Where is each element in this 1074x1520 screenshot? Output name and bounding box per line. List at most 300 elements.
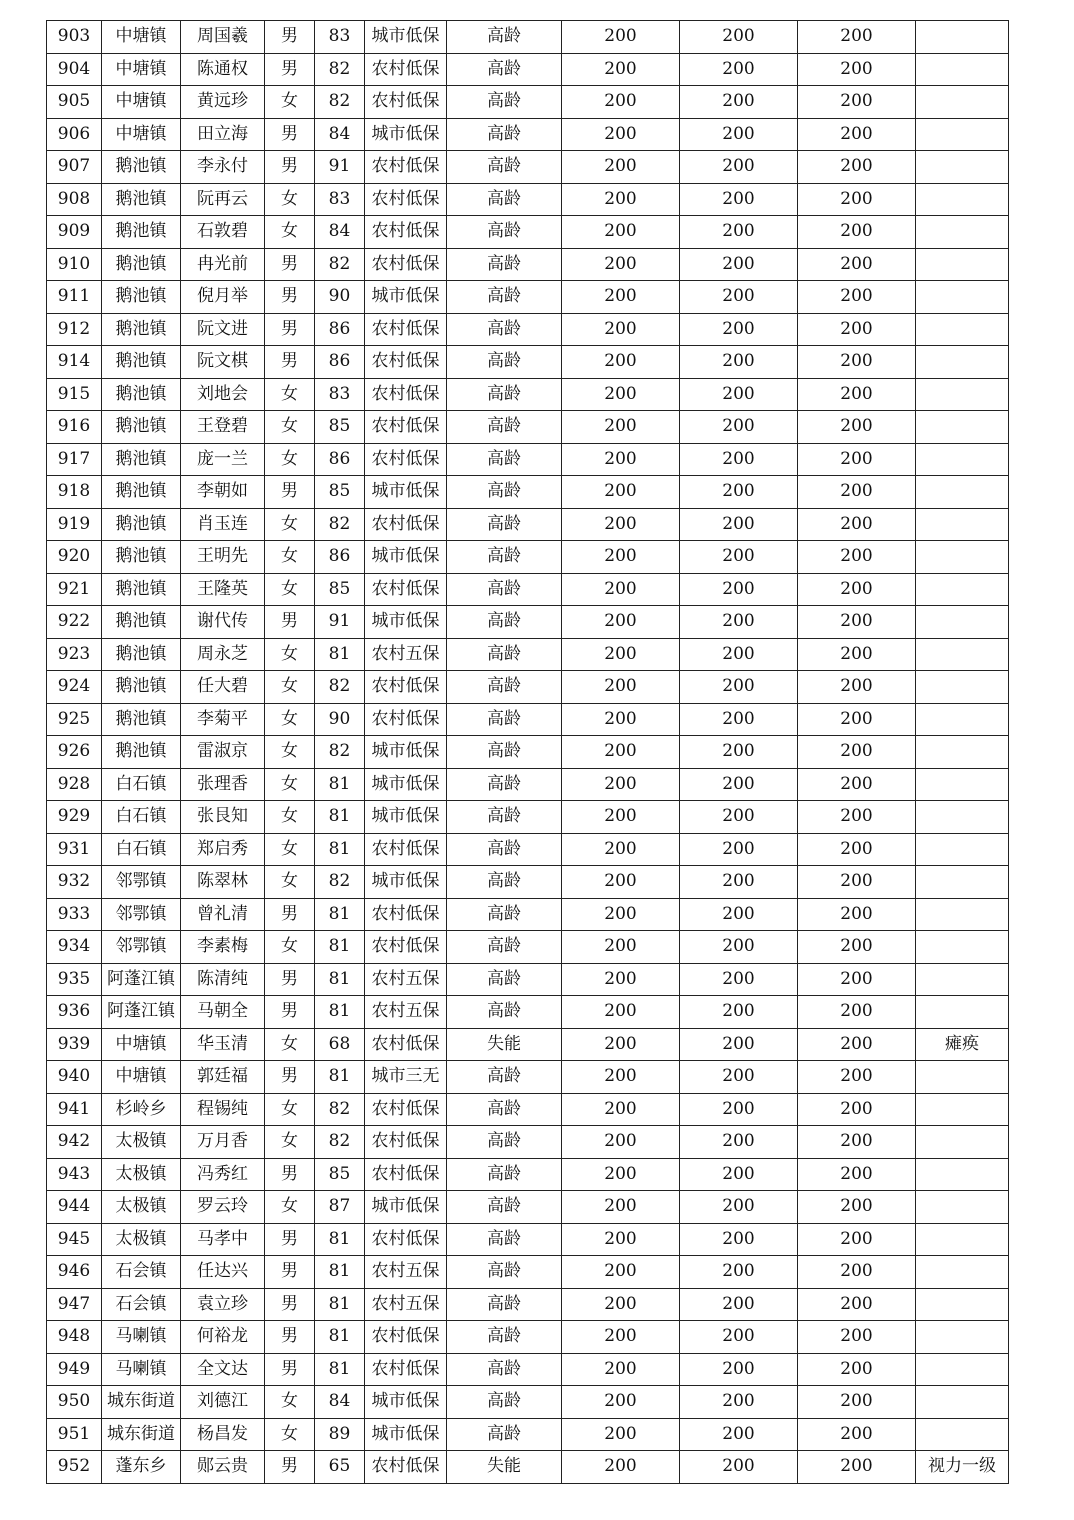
remark-cell [916, 1353, 1009, 1386]
category-cell: 农村低保 [365, 1028, 447, 1061]
subsidy-type-cell: 高龄 [447, 216, 562, 249]
name-cell: 阮文进 [181, 313, 265, 346]
town-cell: 鹅池镇 [102, 378, 181, 411]
subsidy-type-cell: 高龄 [447, 118, 562, 151]
town-cell: 鹅池镇 [102, 736, 181, 769]
amount-cell: 200 [798, 801, 916, 834]
town-cell: 石会镇 [102, 1288, 181, 1321]
age-cell: 82 [315, 248, 365, 281]
age-cell: 87 [315, 1191, 365, 1224]
subsidy-type-cell: 高龄 [447, 1353, 562, 1386]
table-row [47, 931, 1009, 964]
serial-number-cell: 939 [47, 1028, 102, 1061]
amount-cell: 200 [798, 183, 916, 216]
name-cell: 冯秀红 [181, 1158, 265, 1191]
amount-cell: 200 [798, 866, 916, 899]
amount-cell: 200 [798, 86, 916, 119]
serial-number-cell: 922 [47, 606, 102, 639]
age-cell: 85 [315, 411, 365, 444]
town-cell: 鹅池镇 [102, 313, 181, 346]
serial-number-cell: 946 [47, 1256, 102, 1289]
subsidy-type-cell: 高龄 [447, 541, 562, 574]
town-cell: 马喇镇 [102, 1353, 181, 1386]
name-cell: 杨昌发 [181, 1418, 265, 1451]
amount-cell: 200 [798, 378, 916, 411]
gender-cell: 女 [265, 736, 315, 769]
age-cell: 65 [315, 1451, 365, 1484]
amount-cell: 200 [680, 768, 798, 801]
subsidy-type-cell: 高龄 [447, 411, 562, 444]
category-cell: 农村低保 [365, 1353, 447, 1386]
serial-number-cell: 948 [47, 1321, 102, 1354]
gender-cell: 女 [265, 671, 315, 704]
amount-cell: 200 [562, 281, 680, 314]
amount-cell: 200 [562, 1353, 680, 1386]
town-cell: 鹅池镇 [102, 573, 181, 606]
amount-cell: 200 [680, 1451, 798, 1484]
remark-cell [916, 638, 1009, 671]
name-cell: 王登碧 [181, 411, 265, 444]
table-row [47, 801, 1009, 834]
amount-cell: 200 [680, 118, 798, 151]
gender-cell: 女 [265, 508, 315, 541]
remark-cell [916, 866, 1009, 899]
serial-number-cell: 907 [47, 151, 102, 184]
amount-cell: 200 [798, 1158, 916, 1191]
name-cell: 肖玉连 [181, 508, 265, 541]
amount-cell: 200 [798, 1288, 916, 1321]
serial-number-cell: 923 [47, 638, 102, 671]
name-cell: 李菊平 [181, 703, 265, 736]
amount-cell: 200 [680, 21, 798, 54]
amount-cell: 200 [680, 703, 798, 736]
category-cell: 农村低保 [365, 703, 447, 736]
remark-cell: 视力一级 [916, 1451, 1009, 1484]
gender-cell: 女 [265, 1126, 315, 1159]
subsidy-type-cell: 高龄 [447, 313, 562, 346]
table-row [47, 313, 1009, 346]
age-cell: 81 [315, 768, 365, 801]
table-row [47, 118, 1009, 151]
remark-cell [916, 1288, 1009, 1321]
town-cell: 鹅池镇 [102, 703, 181, 736]
amount-cell: 200 [798, 281, 916, 314]
name-cell: 石敦碧 [181, 216, 265, 249]
amount-cell: 200 [798, 1093, 916, 1126]
gender-cell: 女 [265, 378, 315, 411]
amount-cell: 200 [798, 1191, 916, 1224]
subsidy-type-cell: 高龄 [447, 21, 562, 54]
age-cell: 81 [315, 898, 365, 931]
serial-number-cell: 949 [47, 1353, 102, 1386]
subsidy-type-cell: 高龄 [447, 801, 562, 834]
serial-number-cell: 934 [47, 931, 102, 964]
gender-cell: 男 [265, 1158, 315, 1191]
category-cell: 城市低保 [365, 801, 447, 834]
age-cell: 81 [315, 963, 365, 996]
table-row [47, 1158, 1009, 1191]
serial-number-cell: 940 [47, 1061, 102, 1094]
amount-cell: 200 [562, 736, 680, 769]
amount-cell: 200 [798, 508, 916, 541]
age-cell: 86 [315, 541, 365, 574]
amount-cell: 200 [680, 183, 798, 216]
age-cell: 84 [315, 216, 365, 249]
category-cell: 农村低保 [365, 151, 447, 184]
town-cell: 鹅池镇 [102, 476, 181, 509]
subsidy-type-cell: 高龄 [447, 768, 562, 801]
name-cell: 张理香 [181, 768, 265, 801]
amount-cell: 200 [798, 248, 916, 281]
amount-cell: 200 [798, 898, 916, 931]
amount-cell: 200 [562, 1028, 680, 1061]
name-cell: 马孝中 [181, 1223, 265, 1256]
subsidy-type-cell: 高龄 [447, 1386, 562, 1419]
table-row [47, 1288, 1009, 1321]
amount-cell: 200 [562, 151, 680, 184]
gender-cell: 男 [265, 346, 315, 379]
category-cell: 农村低保 [365, 833, 447, 866]
name-cell: 李素梅 [181, 931, 265, 964]
gender-cell: 女 [265, 768, 315, 801]
category-cell: 城市低保 [365, 1386, 447, 1419]
town-cell: 白石镇 [102, 801, 181, 834]
age-cell: 68 [315, 1028, 365, 1061]
town-cell: 马喇镇 [102, 1321, 181, 1354]
amount-cell: 200 [680, 931, 798, 964]
amount-cell: 200 [680, 1158, 798, 1191]
remark-cell [916, 281, 1009, 314]
table-row [47, 606, 1009, 639]
amount-cell: 200 [562, 1418, 680, 1451]
serial-number-cell: 944 [47, 1191, 102, 1224]
age-cell: 81 [315, 1061, 365, 1094]
table-row [47, 1126, 1009, 1159]
town-cell: 太极镇 [102, 1158, 181, 1191]
table-row [47, 508, 1009, 541]
amount-cell: 200 [680, 1126, 798, 1159]
amount-cell: 200 [562, 801, 680, 834]
subsidy-type-cell: 高龄 [447, 476, 562, 509]
amount-cell: 200 [680, 898, 798, 931]
remark-cell [916, 313, 1009, 346]
category-cell: 农村低保 [365, 216, 447, 249]
table-row [47, 1093, 1009, 1126]
age-cell: 81 [315, 996, 365, 1029]
serial-number-cell: 926 [47, 736, 102, 769]
category-cell: 农村五保 [365, 963, 447, 996]
amount-cell: 200 [680, 996, 798, 1029]
gender-cell: 男 [265, 151, 315, 184]
age-cell: 89 [315, 1418, 365, 1451]
category-cell: 农村低保 [365, 573, 447, 606]
amount-cell: 200 [798, 443, 916, 476]
amount-cell: 200 [562, 1126, 680, 1159]
amount-cell: 200 [562, 898, 680, 931]
remark-cell [916, 151, 1009, 184]
category-cell: 农村低保 [365, 313, 447, 346]
remark-cell [916, 996, 1009, 1029]
age-cell: 81 [315, 1321, 365, 1354]
amount-cell: 200 [680, 1093, 798, 1126]
amount-cell: 200 [680, 151, 798, 184]
town-cell: 鹅池镇 [102, 346, 181, 379]
amount-cell: 200 [562, 1451, 680, 1484]
name-cell: 庞一兰 [181, 443, 265, 476]
serial-number-cell: 935 [47, 963, 102, 996]
amount-cell: 200 [562, 1158, 680, 1191]
age-cell: 84 [315, 1386, 365, 1419]
serial-number-cell: 917 [47, 443, 102, 476]
town-cell: 蓬东乡 [102, 1451, 181, 1484]
gender-cell: 女 [265, 541, 315, 574]
category-cell: 城市低保 [365, 476, 447, 509]
gender-cell: 男 [265, 1223, 315, 1256]
amount-cell: 200 [680, 1386, 798, 1419]
serial-number-cell: 914 [47, 346, 102, 379]
subsidy-type-cell: 高龄 [447, 703, 562, 736]
category-cell: 农村低保 [365, 86, 447, 119]
gender-cell: 女 [265, 638, 315, 671]
amount-cell: 200 [680, 508, 798, 541]
name-cell: 李永付 [181, 151, 265, 184]
name-cell: 华玉清 [181, 1028, 265, 1061]
gender-cell: 女 [265, 183, 315, 216]
remark-cell [916, 606, 1009, 639]
serial-number-cell: 920 [47, 541, 102, 574]
serial-number-cell: 942 [47, 1126, 102, 1159]
age-cell: 81 [315, 833, 365, 866]
amount-cell: 200 [798, 963, 916, 996]
town-cell: 鹅池镇 [102, 541, 181, 574]
table-body [47, 21, 1009, 1484]
table-row [47, 898, 1009, 931]
table-row [47, 1353, 1009, 1386]
subsidy-type-cell: 高龄 [447, 963, 562, 996]
town-cell: 中塘镇 [102, 1028, 181, 1061]
subsidy-type-cell: 高龄 [447, 1126, 562, 1159]
name-cell: 马朝全 [181, 996, 265, 1029]
table-row [47, 1386, 1009, 1419]
town-cell: 阿蓬江镇 [102, 996, 181, 1029]
gender-cell: 男 [265, 898, 315, 931]
remark-cell [916, 1321, 1009, 1354]
remark-cell [916, 86, 1009, 119]
serial-number-cell: 950 [47, 1386, 102, 1419]
beneficiary-table [46, 20, 1009, 1484]
table-row [47, 703, 1009, 736]
town-cell: 鹅池镇 [102, 508, 181, 541]
town-cell: 中塘镇 [102, 86, 181, 119]
amount-cell: 200 [680, 1061, 798, 1094]
serial-number-cell: 903 [47, 21, 102, 54]
subsidy-type-cell: 高龄 [447, 1223, 562, 1256]
amount-cell: 200 [562, 86, 680, 119]
name-cell: 王隆英 [181, 573, 265, 606]
age-cell: 86 [315, 346, 365, 379]
remark-cell [916, 53, 1009, 86]
remark-cell [916, 1158, 1009, 1191]
remark-cell [916, 183, 1009, 216]
amount-cell: 200 [798, 606, 916, 639]
serial-number-cell: 910 [47, 248, 102, 281]
amount-cell: 200 [680, 606, 798, 639]
table-row [47, 1321, 1009, 1354]
name-cell: 雷淑京 [181, 736, 265, 769]
subsidy-type-cell: 高龄 [447, 866, 562, 899]
amount-cell: 200 [680, 736, 798, 769]
gender-cell: 女 [265, 411, 315, 444]
age-cell: 86 [315, 443, 365, 476]
subsidy-type-cell: 高龄 [447, 1093, 562, 1126]
subsidy-type-cell: 高龄 [447, 1418, 562, 1451]
table-row [47, 476, 1009, 509]
remark-cell [916, 671, 1009, 704]
table-row [47, 281, 1009, 314]
category-cell: 农村低保 [365, 898, 447, 931]
name-cell: 刘德江 [181, 1386, 265, 1419]
amount-cell: 200 [680, 281, 798, 314]
table-row [47, 541, 1009, 574]
subsidy-type-cell: 高龄 [447, 443, 562, 476]
table-row [47, 1451, 1009, 1484]
amount-cell: 200 [680, 1321, 798, 1354]
age-cell: 82 [315, 86, 365, 119]
remark-cell [916, 411, 1009, 444]
town-cell: 鹅池镇 [102, 248, 181, 281]
serial-number-cell: 932 [47, 866, 102, 899]
category-cell: 城市低保 [365, 768, 447, 801]
age-cell: 83 [315, 378, 365, 411]
category-cell: 城市低保 [365, 736, 447, 769]
gender-cell: 男 [265, 996, 315, 1029]
gender-cell: 女 [265, 801, 315, 834]
amount-cell: 200 [562, 1061, 680, 1094]
amount-cell: 200 [798, 541, 916, 574]
table-row [47, 866, 1009, 899]
amount-cell: 200 [680, 313, 798, 346]
remark-cell [916, 118, 1009, 151]
amount-cell: 200 [680, 1418, 798, 1451]
subsidy-type-cell: 高龄 [447, 1288, 562, 1321]
subsidy-type-cell: 高龄 [447, 86, 562, 119]
town-cell: 白石镇 [102, 768, 181, 801]
gender-cell: 女 [265, 703, 315, 736]
gender-cell: 男 [265, 1256, 315, 1289]
amount-cell: 200 [680, 963, 798, 996]
name-cell: 罗云玲 [181, 1191, 265, 1224]
name-cell: 李朝如 [181, 476, 265, 509]
amount-cell: 200 [798, 671, 916, 704]
gender-cell: 男 [265, 21, 315, 54]
category-cell: 农村低保 [365, 1158, 447, 1191]
amount-cell: 200 [798, 216, 916, 249]
category-cell: 城市低保 [365, 281, 447, 314]
category-cell: 农村五保 [365, 996, 447, 1029]
gender-cell: 女 [265, 931, 315, 964]
remark-cell [916, 21, 1009, 54]
remark-cell [916, 1126, 1009, 1159]
amount-cell: 200 [562, 996, 680, 1029]
town-cell: 白石镇 [102, 833, 181, 866]
amount-cell: 200 [798, 996, 916, 1029]
subsidy-type-cell: 失能 [447, 1028, 562, 1061]
amount-cell: 200 [798, 118, 916, 151]
town-cell: 中塘镇 [102, 53, 181, 86]
age-cell: 82 [315, 671, 365, 704]
town-cell: 阿蓬江镇 [102, 963, 181, 996]
amount-cell: 200 [680, 833, 798, 866]
amount-cell: 200 [798, 1386, 916, 1419]
town-cell: 太极镇 [102, 1223, 181, 1256]
amount-cell: 200 [562, 833, 680, 866]
gender-cell: 女 [265, 573, 315, 606]
amount-cell: 200 [562, 638, 680, 671]
amount-cell: 200 [798, 476, 916, 509]
amount-cell: 200 [680, 476, 798, 509]
age-cell: 85 [315, 476, 365, 509]
serial-number-cell: 916 [47, 411, 102, 444]
remark-cell [916, 573, 1009, 606]
subsidy-type-cell: 高龄 [447, 378, 562, 411]
category-cell: 农村五保 [365, 1256, 447, 1289]
gender-cell: 男 [265, 476, 315, 509]
serial-number-cell: 931 [47, 833, 102, 866]
gender-cell: 女 [265, 1191, 315, 1224]
age-cell: 85 [315, 573, 365, 606]
amount-cell: 200 [680, 1288, 798, 1321]
amount-cell: 200 [562, 443, 680, 476]
table-row [47, 1061, 1009, 1094]
amount-cell: 200 [562, 1223, 680, 1256]
subsidy-type-cell: 高龄 [447, 53, 562, 86]
table-row [47, 1028, 1009, 1061]
serial-number-cell: 925 [47, 703, 102, 736]
name-cell: 王明先 [181, 541, 265, 574]
amount-cell: 200 [798, 1418, 916, 1451]
name-cell: 全文达 [181, 1353, 265, 1386]
gender-cell: 女 [265, 86, 315, 119]
age-cell: 90 [315, 703, 365, 736]
gender-cell: 男 [265, 1451, 315, 1484]
amount-cell: 200 [680, 1223, 798, 1256]
remark-cell [916, 443, 1009, 476]
age-cell: 83 [315, 183, 365, 216]
remark-cell [916, 736, 1009, 769]
name-cell: 陈通权 [181, 53, 265, 86]
amount-cell: 200 [680, 801, 798, 834]
category-cell: 农村低保 [365, 671, 447, 704]
gender-cell: 女 [265, 216, 315, 249]
serial-number-cell: 921 [47, 573, 102, 606]
amount-cell: 200 [680, 346, 798, 379]
subsidy-type-cell: 高龄 [447, 931, 562, 964]
amount-cell: 200 [680, 541, 798, 574]
name-cell: 刘地会 [181, 378, 265, 411]
category-cell: 城市三无 [365, 1061, 447, 1094]
table-row [47, 443, 1009, 476]
serial-number-cell: 919 [47, 508, 102, 541]
town-cell: 石会镇 [102, 1256, 181, 1289]
amount-cell: 200 [798, 638, 916, 671]
category-cell: 城市低保 [365, 866, 447, 899]
gender-cell: 女 [265, 1386, 315, 1419]
gender-cell: 女 [265, 443, 315, 476]
serial-number-cell: 909 [47, 216, 102, 249]
remark-cell [916, 963, 1009, 996]
amount-cell: 200 [798, 1028, 916, 1061]
serial-number-cell: 924 [47, 671, 102, 704]
